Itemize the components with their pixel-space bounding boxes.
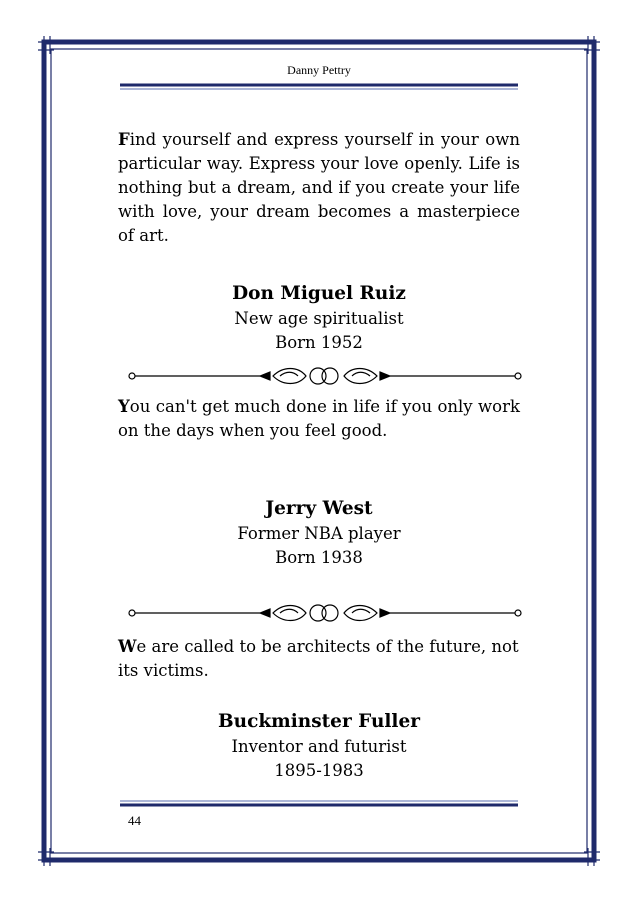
quote-attribution — [118, 709, 520, 783]
quote-body: e are called to be architects of the future, not its victims. — [118, 637, 519, 680]
quote-text — [118, 635, 520, 683]
quote-body: ind yourself and express yourself in your own particular way. Express your love openly. Life is nothing but a dream, and if you create your life with love, your dream becomes a masterpiece of art. — [118, 130, 520, 245]
author-name: Jerry West — [265, 498, 373, 519]
quote-text — [118, 128, 520, 248]
quote-attribution — [118, 496, 520, 570]
author-name: Buckminster Fuller — [218, 711, 420, 732]
running-header-author: Danny Pettry — [287, 63, 351, 77]
author-dates: 1895-1983 — [274, 761, 364, 780]
author-dates: Born 1938 — [275, 548, 363, 567]
page-number: 44 — [128, 813, 141, 828]
author-role: Former NBA player — [237, 524, 401, 543]
author-dates: Born 1952 — [275, 333, 363, 352]
quote-text — [118, 395, 520, 443]
ornamental-divider — [128, 603, 522, 623]
quote-attribution — [118, 281, 520, 355]
drop-initial: W — [118, 637, 137, 656]
quote-body: ou can't get much done in life if you only work on the days when you feel good. — [118, 397, 520, 440]
author-name: Don Miguel Ruiz — [232, 283, 406, 304]
drop-initial: Y — [118, 397, 130, 416]
author-role: Inventor and futurist — [231, 737, 407, 756]
ornamental-divider — [128, 366, 522, 386]
drop-initial: F — [118, 130, 130, 149]
author-role: New age spiritualist — [234, 309, 404, 328]
